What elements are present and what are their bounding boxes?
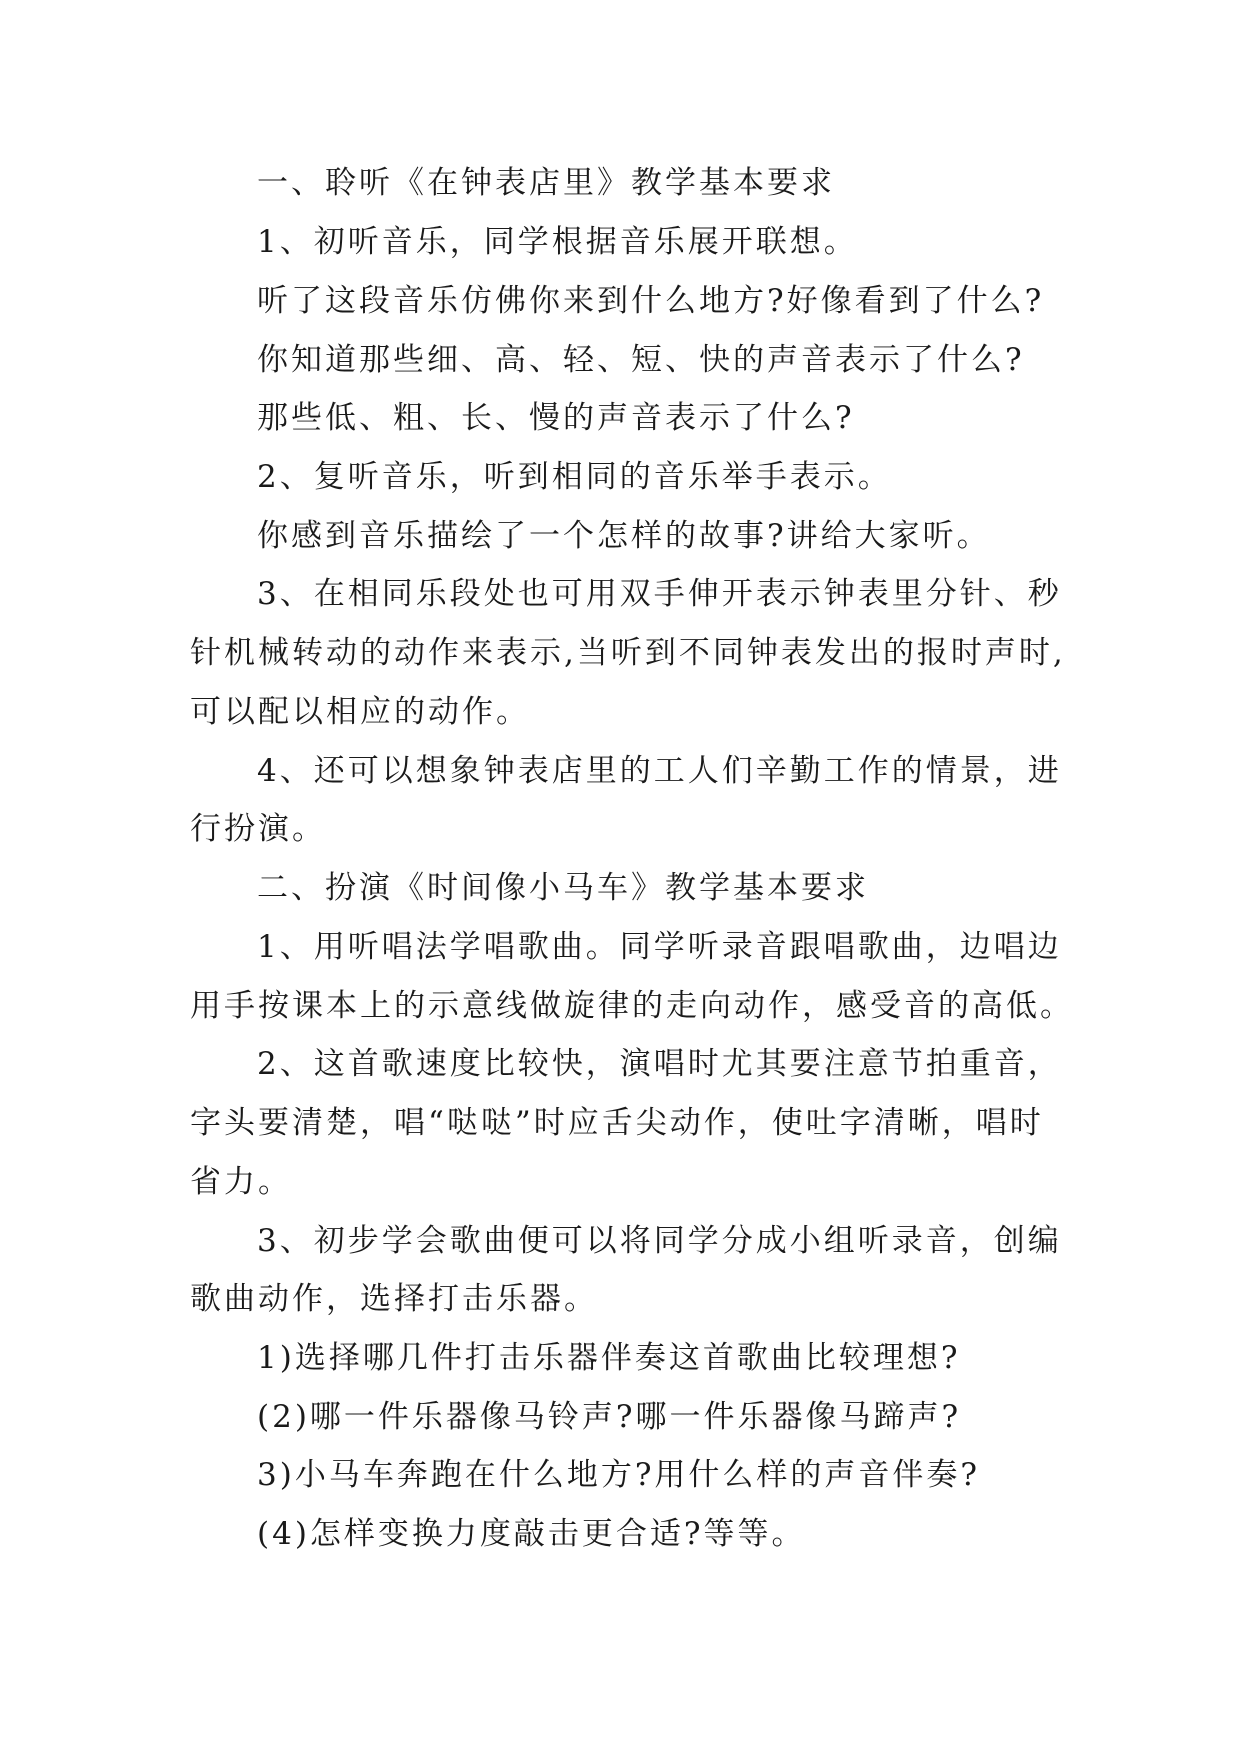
list-item: 1)选择哪几件打击乐器伴奏这首歌曲比较理想? [257,1340,961,1376]
paragraph-line: 1、用听唱法学唱歌曲。同学听录音跟唱歌曲，边唱边 [257,929,1062,965]
section-heading-2: 二、扮演《时间像小马车》教学基本要求 [257,870,869,906]
paragraph-line: 2、这首歌速度比较快，演唱时尤其要注意节拍重音， [257,1046,1062,1082]
paragraph-line: 用手按课本上的示意线做旋律的走向动作，感受音的高低。 [190,988,1074,1024]
section-heading-1: 一、聆听《在钟表店里》教学基本要求 [257,165,835,201]
paragraph-line: 省力。 [190,1164,292,1200]
paragraph-line: 4、还可以想象钟表店里的工人们辛勤工作的情景，进 [257,753,1062,789]
paragraph-line: 你感到音乐描绘了一个怎样的故事?讲给大家听。 [257,518,991,554]
paragraph-line: 那些低、粗、长、慢的声音表示了什么? [257,400,855,436]
paragraph-line: 行扮演。 [190,811,326,847]
paragraph-line: 字头要清楚，唱“哒哒”时应舌尖动作，使吐字清晰，唱时 [190,1105,1044,1141]
paragraph-line: 1、初听音乐，同学根据音乐展开联想。 [257,224,858,260]
list-item: 3)小马车奔跑在什么地方?用什么样的声音伴奏? [257,1457,981,1493]
list-item: (2)哪一件乐器像马铃声?哪一件乐器像马蹄声? [257,1399,962,1435]
paragraph-line: 3、初步学会歌曲便可以将同学分成小组听录音，创编 [257,1223,1062,1259]
paragraph-line: 2、复听音乐，听到相同的音乐举手表示。 [257,459,892,495]
paragraph-line: 3、在相同乐段处也可用双手伸开表示钟表里分针、秒 [257,576,1062,612]
paragraph-line: 你知道那些细、高、轻、短、快的声音表示了什么? [257,342,1025,378]
list-item: (4)怎样变换力度敲击更合适?等等。 [257,1516,806,1552]
paragraph-line: 针机械转动的动作来表示,当听到不同钟表发出的报时声时, [190,635,1066,671]
paragraph-line: 可以配以相应的动作。 [190,694,530,730]
paragraph-line: 听了这段音乐仿佛你来到什么地方?好像看到了什么? [257,283,1045,319]
paragraph-line: 歌曲动作，选择打击乐器。 [190,1281,598,1317]
